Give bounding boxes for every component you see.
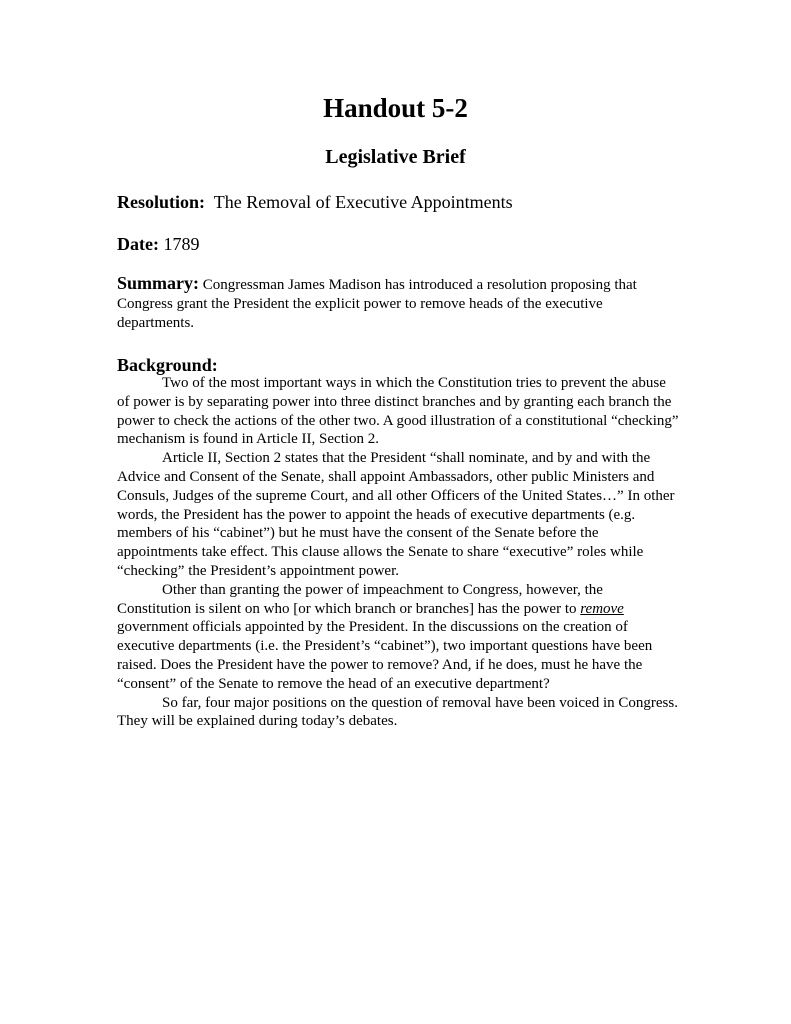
paragraph-3-end: government officials appointed by the President. In the discussions on the creation of executive departments (i.e. the President’s “cabinet”), two important questions have been raised. Does the President have the power to remove? And, if he does, must he have the “consent” of the Senate to remove the head of an executive department? (117, 619, 653, 692)
background-body (117, 374, 679, 731)
paragraph-3-start: Other than granting the power of impeachment to Congress, however, the Constitution is silent on who [or which branch or branches] has the power to (117, 581, 603, 617)
date-value: 1789 (163, 234, 200, 254)
summary-label: Summary: (117, 273, 199, 293)
background-paragraph-1: Two of the most important ways in which the Constitution tries to prevent the abuse of power is by separating power into three distinct branches and by granting each branch the power to check the actions of the other two. A good illustration of a constitutional “checking” mechanism is found in Article II, Section 2. (117, 375, 679, 448)
background-paragraph-4: So far, four major positions on the question of removal have been voiced in Congress. They will be explained during today’s debates. (117, 694, 678, 730)
resolution-label: Resolution: (117, 192, 206, 212)
page-title: Handout 5-2 (323, 93, 468, 123)
emphasized-word-remove: remove (580, 600, 624, 617)
background-heading: Background: (117, 355, 218, 375)
page-subtitle: Legislative Brief (325, 146, 466, 168)
date-line (117, 232, 677, 256)
summary-text: Congressman James Madison has introduced a resolution proposing that Congress grant the President the explicit power to remove heads of the executive departments. (117, 277, 637, 331)
background-paragraph-3 (117, 581, 679, 694)
resolution-line (117, 190, 677, 214)
background-paragraph-2: Article II, Section 2 states that the President “shall nominate, and by and with the Advice and Consent of the Senate, shall appoint Ambassadors, other public Ministers and Consuls, Judges of the supreme Court, and all other Officers of the United States…” In other words, the President has the power to appoint the heads of executive departments (e.g. members of his “cabinet”) but he must have the consent of the Senate before the appointments take effect. This clause allows the Senate to share “executive” roles while “checking” the President’s appointment power. (117, 450, 675, 579)
date-label: Date: (117, 234, 159, 254)
summary-block (117, 274, 677, 333)
resolution-value: The Removal of Executive Appointments (213, 192, 513, 212)
